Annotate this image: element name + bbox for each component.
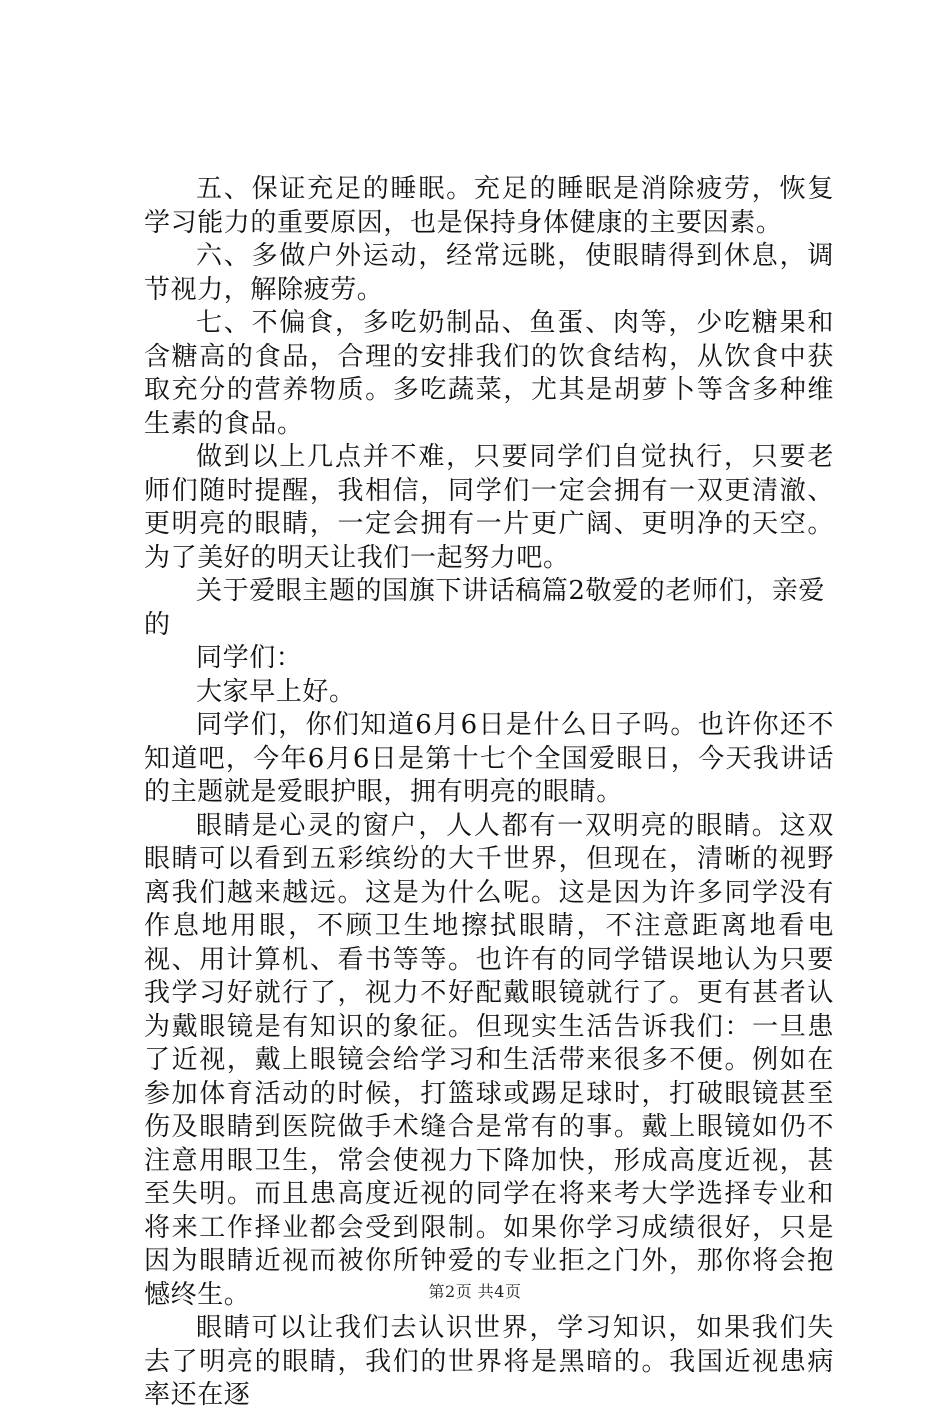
paragraph-conclusion: 做到以上几点并不难，只要同学们自觉执行，只要老师们随时提醒，我相信，同学们一定会拥有一双更清澈、更明亮的眼睛，一定会拥有一片更广阔、更明净的天空。为了美好的明天让我们一起努力吧。: [144, 442, 834, 573]
paragraph-eye-day: 同学们，你们知道6月6日是什么日子吗。也许你还不知道吧，今年6月6日是第十七个全国爱眼日，今天我讲话的主题就是爱眼护眼，拥有明亮的眼睛。: [144, 710, 834, 807]
paragraph-greeting: 大家早上好。: [196, 676, 356, 707]
paragraph-salutation: 同学们：: [196, 643, 303, 673]
page-number-footer: 第2页 共4页: [428, 1282, 522, 1301]
paragraph-diet: 七、不偏食，多吃奶制品、鱼蛋、肉等，少吃糖果和含糖高的食品，合理的安排我们的饮食结构，从饮食中获取充分的营养物质。多吃蔬菜，尤其是胡萝卜等含多种维生素的食品。: [144, 308, 834, 439]
document-body: [144, 173, 834, 1413]
paragraph-know-world: 眼睛可以让我们去认识世界，学习知识，如果我们失去了明亮的眼睛，我们的世界将是黑暗的。我国近视患病率还在逐: [144, 1313, 834, 1410]
paragraph-sleep: 五、保证充足的睡眠。充足的睡眠是消除疲劳，恢复学习能力的重要原因，也是保持身体健康的主要因素。: [144, 174, 834, 238]
paragraph-speech-title: 关于爱眼主题的国旗下讲话稿篇2敬爱的老师们，亲爱的: [144, 576, 825, 640]
paragraph-eyes-window: 眼睛是心灵的窗户，人人都有一双明亮的眼睛。这双眼睛可以看到五彩缤纷的大千世界，但现在，清晰的视野离我们越来越远。这是为什么呢。这是因为许多同学没有作息地用眼，不顾卫生地擦拭眼睛，不注意距离地看电视、用计算机、看书等等。也许有的同学错误地认为只要我学习好就行了，视力不好配戴眼镜就行了。更有甚者认为戴眼镜是有知识的象征。但现实生活告诉我们：一旦患了近视，戴上眼镜会给学习和生活带来很多不便。例如在参加体育活动的时候，打篮球或踢足球时，打破眼镜甚至伤及眼睛到医院做手术缝合是常有的事。戴上眼镜如仍不注意用眼卫生，常会使视力下降加快，形成高度近视，甚至失明。而且患高度近视的同学在将来考大学选择专业和将来工作择业都会受到限制。如果你学习成绩很好，只是因为眼睛近视而被你所钟爱的专业拒之门外，那你将会抱憾终生。: [144, 810, 834, 1310]
paragraph-outdoor-exercise: 六、多做户外运动，经常远眺，使眼睛得到休息，调节视力，解除疲劳。: [144, 241, 834, 305]
